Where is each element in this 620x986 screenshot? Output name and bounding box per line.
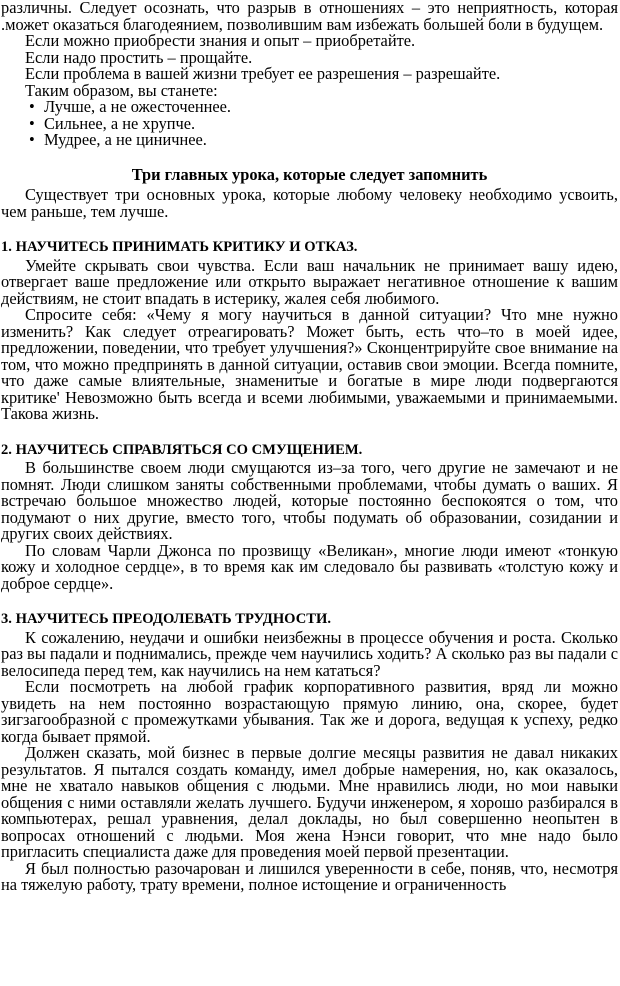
section-2-paragraph: В большинстве своем люди смущаются из–за того, чего другие не замечают и не помнят. Люди слишком заняты собственными проблемами, чтобы думать о ваших. Я встречаю большое множество людей, которые постоянно беспокоятся о том, что подумают о них другие, вместо того, чтобы подумать об образовании, созидании и других своих действиях. <box>1 458 618 543</box>
section-3-paragraph: К сожалению, неудачи и ошибки неизбежны в процессе обучения и роста. Сколько раз вы падали и поднимались, прежде чем научились ходить? А сколько раз вы падали с велосипеда перед тем, как научились на нем кататься? <box>1 627 618 680</box>
bullet-icon: • <box>29 113 35 133</box>
bullet-icon: • <box>29 97 35 116</box>
section-3-paragraph: Если посмотреть на любой график корпоративного развития, вряд ли можно увидеть на нем постоянно возрастающую прямую линию, она, скорее, будет зигзагообразной с промежутками убывания. Так же и дорога, ведущая к успеху, редко когда бывает прямой. <box>1 677 618 746</box>
section-1-paragraph: Умейте скрывать свои чувства. Если ваш начальник не принимает вашу идею, отвергает ваше предложение или открыто выражает негативное отношение к вашим действиям, не стоит впадать в истерику, жалея себя любимого. <box>1 255 618 308</box>
lessons-heading: Три главных урока, которые следует запомнить <box>131 164 488 184</box>
intro-line: Если можно приобрести знания и опыт – приобретайте. <box>25 31 416 50</box>
section-1-paragraph: Спросите себя: «Чему я могу научиться в данной ситуации? Что мне нужно изменить? Как следует отреагировать? Может быть, есть что–то в моей идее, предложении, поведении, что требует улучшения?» Сконцентрируйте свое внимание на том, что можно предпринять в данной ситуации, оставив свои эмоции. Всегда помните, что даже самые влиятельные, знаменитые и богатые в мире люди подвергаются критике' Невозможно быть всегда и всеми любимыми, уважаемыми и принимаемыми. Такова жизнь. <box>1 305 618 423</box>
section-3-heading: 3. НАУЧИТЕСЬ ПРЕОДОЛЕВАТЬ ТРУДНОСТИ. <box>1 611 331 627</box>
lessons-intro: Существует три основных урока, которые любому человеку необходимо усвоить, чем раньше, тем лучше. <box>1 185 618 221</box>
intro-line: Если проблема в вашей жизни требует ее разрешения – разрешайте. <box>25 64 501 83</box>
list-item-text: Сильнее, а не хрупче. <box>44 113 196 133</box>
section-1-heading: 1. НАУЧИТЕСЬ ПРИНИМАТЬ КРИТИКУ И ОТКАЗ. <box>1 239 358 255</box>
bullet-list <box>1 99 618 149</box>
section-3-paragraph: Должен сказать, мой бизнес в первые долгие месяцы развития не давал никаких результатов. Я пытался создать команду, имел добрые намерения, но, как оказалось, мне не хватало навыков общения с людьми. Мне нравились люди, но мои навыки общения с ними оставляли желать лучшего. Будучи инженером, я хорошо разбирался в компьютерах, решал уравнения, делал доклады, но был совершенно неопытен в вопросах отношений с людьми. Моя жена Нэнси говорит, что мне надо было пригласить специалиста даже для проведения моей первой презентации. <box>1 743 618 861</box>
intro-paragraph: различны. Следует осознать, что разрыв в отношениях – это неприятность, которая .может оказаться благодеянием, позволившим вам избежать большей боли в будущем. <box>1 0 618 34</box>
section-3-paragraph: Я был полностью разочарован и лишился уверенности в себе, поняв, что, несмотря на тяжелую работу, трату времени, полное истощение и ограниченность <box>1 858 618 894</box>
intro-line: Если надо простить – прощайте. <box>25 47 253 67</box>
section-2-paragraph: По словам Чарли Джонса по прозвищу «Великан», многие люди имеют «тонкую кожу и холодное сердце», в то время как им следовало бы развивать «толстую кожу и доброе сердце». <box>1 540 618 593</box>
intro-line: Таким образом, вы станете: <box>25 80 218 100</box>
list-item <box>1 132 618 149</box>
list-item-text: Лучше, а не ожесточеннее. <box>44 97 232 116</box>
list-item-text: Мудрее, а не циничнее. <box>44 130 207 149</box>
bullet-icon: • <box>29 130 35 149</box>
section-2-heading: 2. НАУЧИТЕСЬ СПРАВЛЯТЬСЯ СО СМУЩЕНИЕМ. <box>1 441 363 458</box>
